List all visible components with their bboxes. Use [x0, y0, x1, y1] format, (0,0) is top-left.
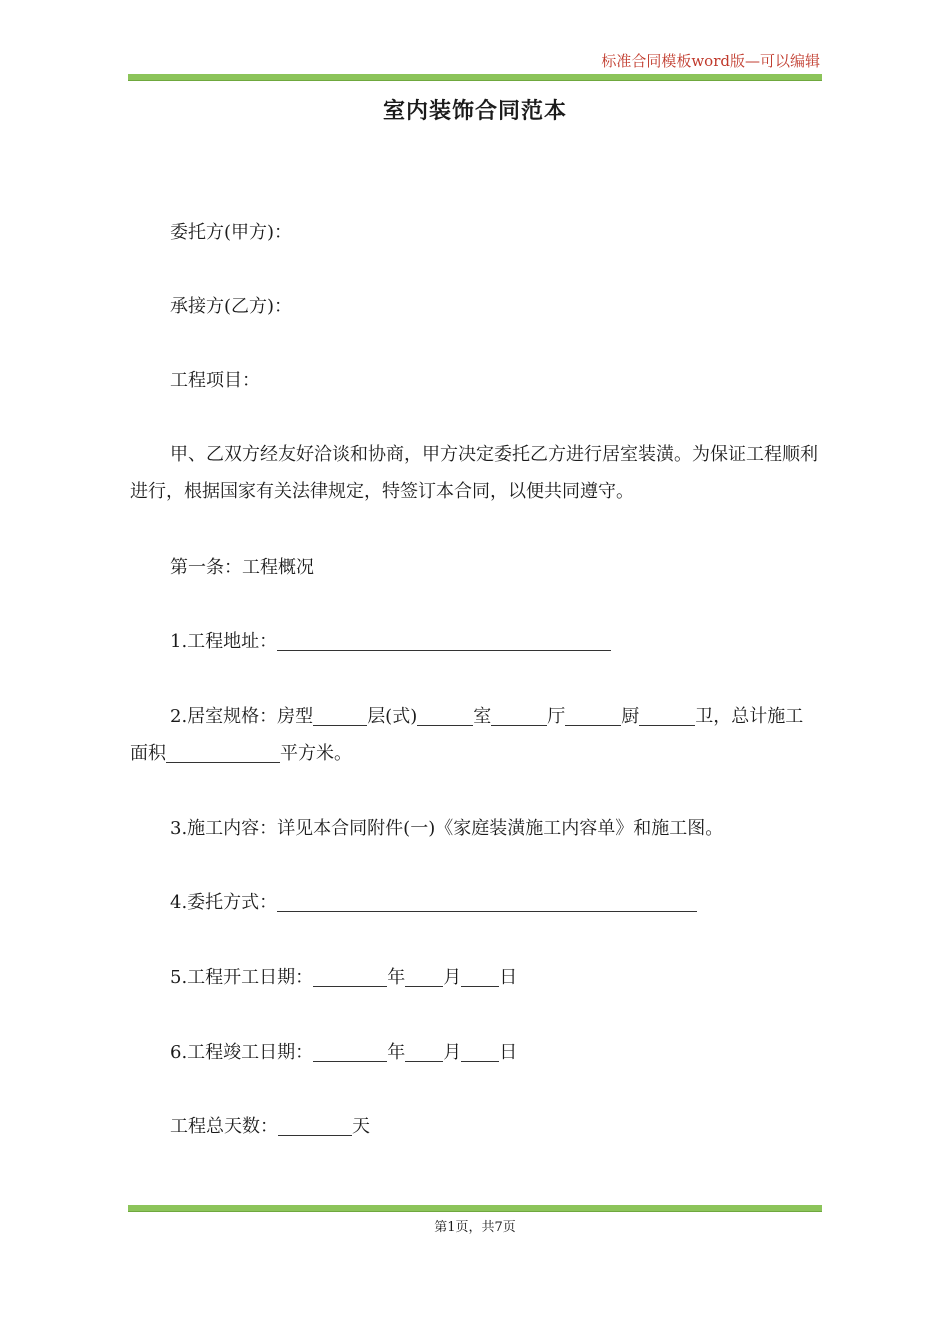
day-text: 日 — [499, 967, 518, 988]
item-2-label: 2.居室规格：房型 — [170, 706, 314, 727]
method-blank — [277, 910, 697, 912]
item-2-text: 厨 — [621, 706, 640, 727]
day-text: 日 — [499, 1042, 518, 1063]
document-title: 室内装饰合同范本 — [382, 98, 567, 124]
item-2-text: 工面积 — [130, 706, 804, 764]
total-days-label: 工程总天数： — [170, 1116, 278, 1137]
footer-rule — [128, 1205, 822, 1212]
intro-paragraph: 甲、乙双方经友好洽谈和协商，甲方决定委托乙方进行居室装潢。为保证工程顺利进行，根据国家有关法律规定，特签订本合同，以便共同遵守。 — [130, 444, 818, 502]
item-6-label: 6.工程竣工日期： — [170, 1042, 314, 1063]
area-blank — [166, 761, 280, 763]
blank — [417, 724, 473, 726]
article-1-heading: 第一条：工程概况 — [170, 557, 314, 578]
item-6-end-date — [130, 1034, 820, 1071]
item-5-start-date — [130, 959, 820, 996]
blank — [565, 724, 621, 726]
item-3-content: 3.施工内容：详见本合同附件(一)《家庭装潢施工内容单》和施工图。 — [170, 818, 724, 839]
item-5-label: 5.工程开工日期： — [170, 967, 314, 988]
item-2-specs — [130, 698, 820, 772]
month-text: 月 — [443, 1042, 462, 1063]
item-4-method — [130, 884, 820, 921]
item-2-text: 厅 — [547, 706, 566, 727]
day-blank — [461, 985, 499, 987]
total-days — [130, 1108, 820, 1145]
item-1-address — [130, 623, 820, 660]
item-2-text: 层(式) — [367, 706, 418, 727]
month-blank — [405, 1060, 443, 1062]
year-text: 年 — [387, 1042, 406, 1063]
blank — [313, 724, 367, 726]
header-rule — [128, 74, 822, 81]
address-blank — [277, 649, 611, 651]
party-b-line: 承接方(乙方)： — [170, 296, 293, 317]
year-blank — [313, 985, 387, 987]
item-1-label: 1.工程地址： — [170, 631, 278, 652]
item-2-text: 室 — [473, 706, 492, 727]
blank — [491, 724, 547, 726]
month-blank — [405, 985, 443, 987]
item-2-text: 平方米。 — [280, 743, 352, 764]
days-unit: 天 — [352, 1116, 370, 1137]
item-2-text: 卫，总计施 — [695, 706, 786, 727]
year-blank — [313, 1060, 387, 1062]
days-blank — [278, 1134, 352, 1136]
blank — [639, 724, 695, 726]
header-text: 标准合同模板word版—可以编辑 — [601, 52, 820, 70]
month-text: 月 — [443, 967, 462, 988]
party-a-line: 委托方(甲方)： — [170, 222, 293, 243]
day-blank — [461, 1060, 499, 1062]
page-number: 第1页，共7页 — [434, 1220, 516, 1235]
project-line: 工程项目： — [170, 370, 260, 391]
item-4-label: 4.委托方式： — [170, 892, 278, 913]
year-text: 年 — [387, 967, 406, 988]
